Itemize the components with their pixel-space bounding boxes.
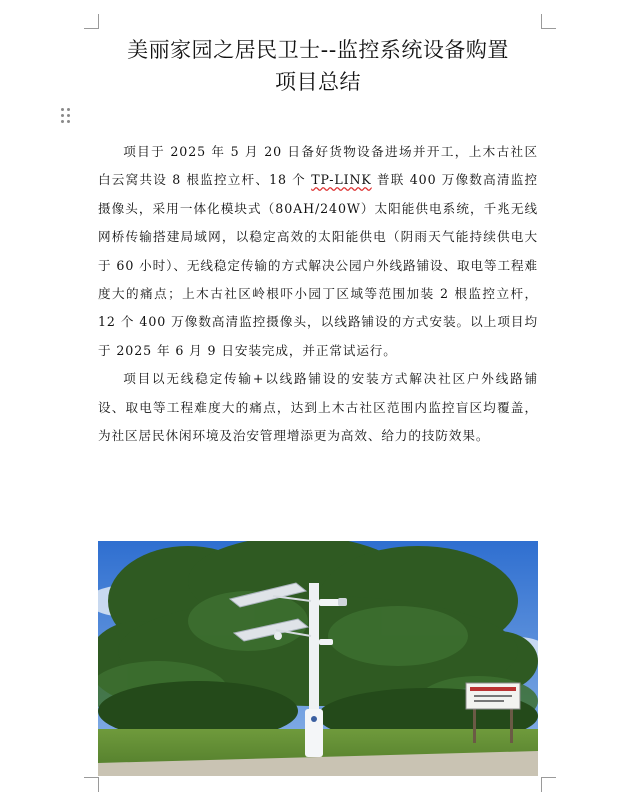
page-corner-top-right	[541, 14, 556, 29]
document-title	[98, 34, 538, 98]
document-body[interactable]	[98, 138, 538, 450]
title-line-2: 项目总结	[275, 70, 361, 94]
block-drag-handle-icon[interactable]	[61, 108, 71, 124]
page-corner-bottom-left	[84, 777, 99, 792]
paragraph-1	[98, 138, 538, 365]
monitoring-pole-photo	[98, 541, 538, 776]
misspelled-word[interactable]: TP-LINK	[311, 172, 372, 188]
title-line-1: 美丽家园之居民卫士--监控系统设备购置	[127, 38, 509, 62]
page-corner-top-left	[84, 14, 99, 29]
page-corner-bottom-right	[541, 777, 556, 792]
paragraph-1-text-b: 普联 400 万像数高清监控摄像头，采用一体化模块式（80AH/240W）太阳能供电系统，千兆无线网桥传输搭建局域网，以稳定高效的太阳能供电（阴雨天气能持续供电大于 60 小时）、无线稳定传输的方式解决公园户外线路铺设、取电等工程难度大的痛点；上木古社区岭根吓小园丁区域等范围加装 2 根监控立杆，12 个 400 万像数高清监控摄像头，以线路铺设的方式安装。以上项目均于 2025 年 6 月 9 日安装完成，并正常试运行。	[98, 172, 538, 358]
paragraph-1-text-a: 项目于 2025 年 5 月 20 日备好货物设备进场并开工，上木古社区白云窝共设 8 根监控立杆、18 个	[98, 144, 538, 188]
paragraph-2: 项目以无线稳定传输+以线路铺设的安装方式解决社区户外线路铺设、取电等工程难度大的痛点，达到上木古社区范围内监控盲区均覆盖，为社区居民休闲环境及治安管理增添更为高效、给力的技防效果。	[98, 371, 538, 444]
